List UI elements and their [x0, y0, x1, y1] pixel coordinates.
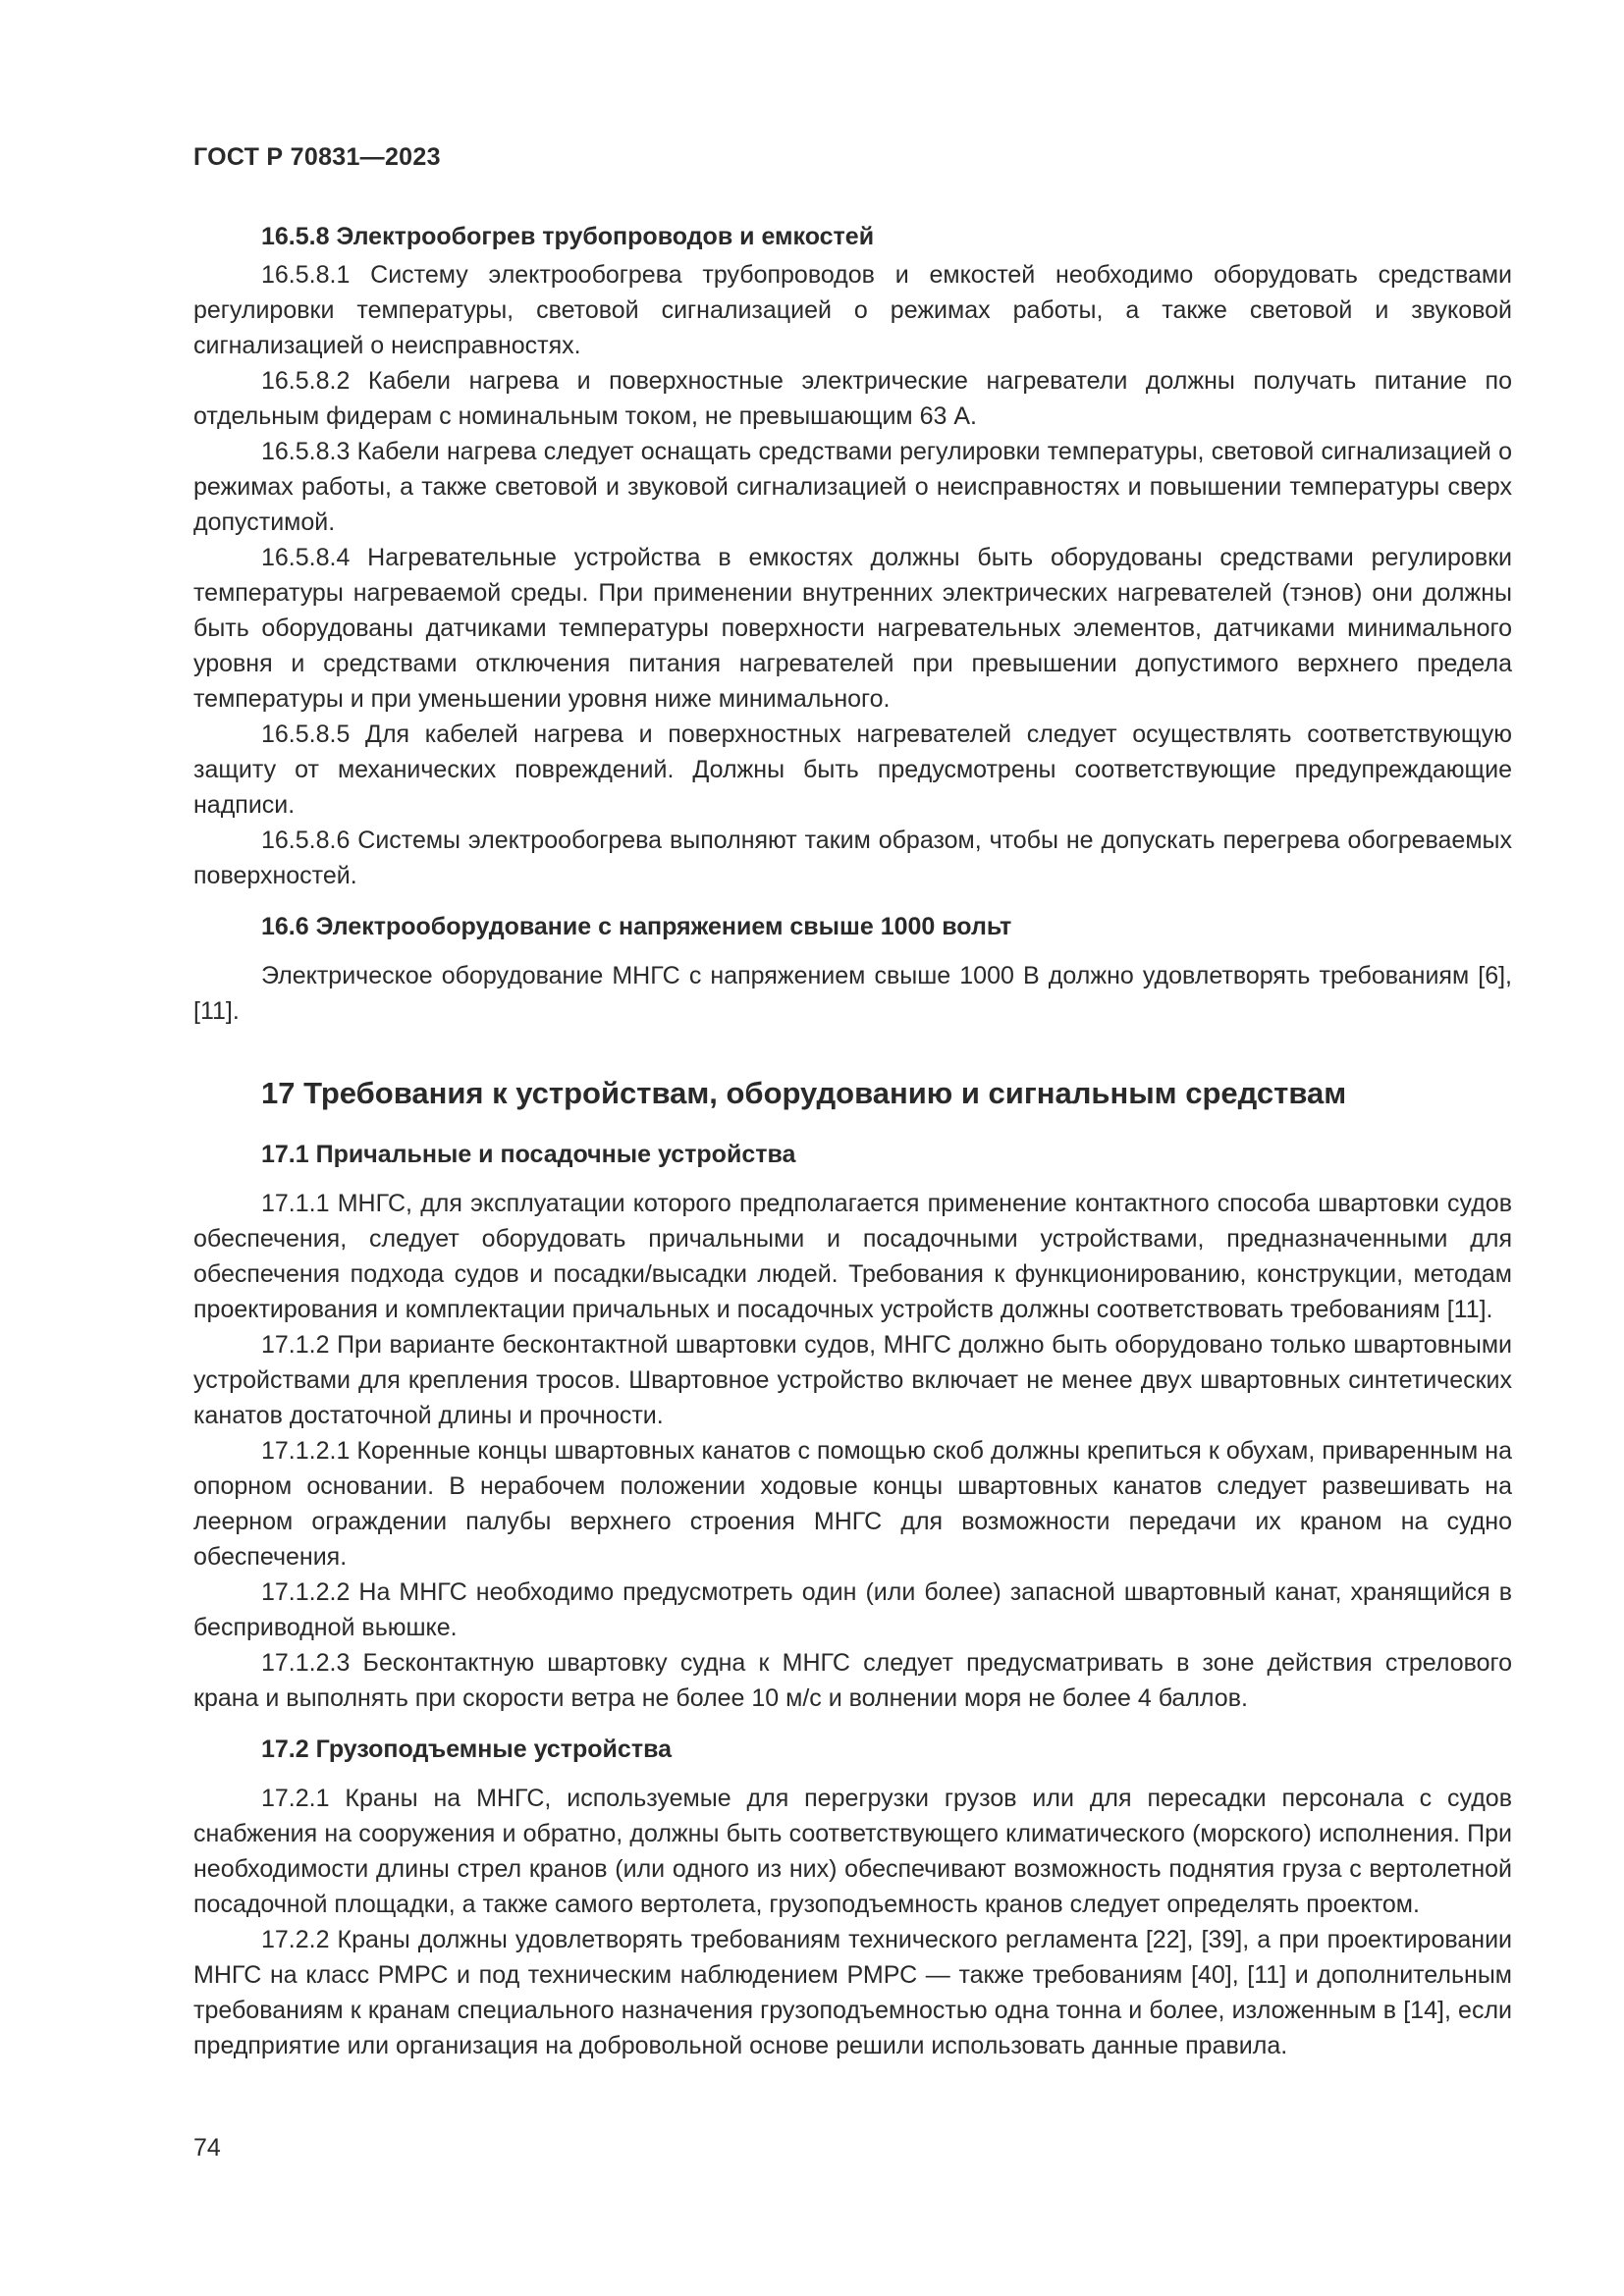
paragraph: 16.5.8.2 Кабели нагрева и поверхностные электрические нагреватели должны получать питание по отдельным фидерам с номинальным током, не превышающим 63 А. — [193, 367, 1512, 430]
paragraph: 17.2.2 Краны должны удовлетворять требованиям технического регламента [22], [39], а при проектировании МНГС на класс РМРС и под техническим наблюдением РМРС — также требованиям [40], [11] и дополнительным требованиям к кранам специального назначения грузоподъемностью одна тонна и более, изложенным в [14], если предприятие или организация на добровольной основе решили использовать данные правила. — [193, 1926, 1512, 2059]
paragraph: 16.5.8.3 Кабели нагрева следует оснащать средствами регулировки температуры, световой сигнализацией о режимах работы, а также световой и звуковой сигнализацией о неисправностях и повышении температуры сверх допустимой. — [193, 438, 1512, 536]
section-heading-16-5-8: 16.5.8 Электрообогрев трубопроводов и емкостей — [261, 223, 875, 250]
page-number: 74 — [193, 2134, 221, 2162]
document-id: ГОСТ Р 70831—2023 — [193, 143, 441, 171]
paragraph: 17.1.2 При варианте бесконтактной швартовки судов, МНГС должно быть оборудовано только швартовными устройствами для крепления тросов. Швартовное устройство включает не менее двух швартовных синтетических канатов достаточной длины и прочности. — [193, 1331, 1512, 1429]
section-heading-17-2: 17.2 Грузоподъемные устройства — [261, 1735, 673, 1763]
paragraph: 17.1.2.3 Бесконтактную швартовку судна к МНГС следует предусматривать в зоне действия стрелового крана и выполнять при скорости ветра не более 10 м/с и волнении моря не более 4 баллов. — [193, 1649, 1512, 1712]
paragraph: 16.5.8.1 Систему электрообогрева трубопроводов и емкостей необходимо оборудовать средствами регулировки температуры, световой сигнализацией о режимах работы, а также световой и звуковой сигнализацией о неисправностях. — [193, 261, 1512, 359]
paragraph: 16.5.8.6 Системы электрообогрева выполняют таким образом, чтобы не допускать перегрева обогреваемых поверхностей. — [193, 827, 1512, 889]
paragraph: 16.5.8.4 Нагревательные устройства в емкостях должны быть оборудованы средствами регулировки температуры нагреваемой среды. При применении внутренних электрических нагревателей (тэнов) они должны быть оборудованы датчиками температуры поверхности нагревательных элементов, датчиками минимального уровня и средствами отключения питания нагревателей при превышении допустимого верхнего предела температуры и при уменьшении уровня ниже минимального. — [193, 544, 1512, 713]
document-page — [193, 143, 1512, 2063]
chapter-heading-17: 17 Требования к устройствам, оборудованию и сигнальным средствам — [261, 1076, 1347, 1110]
section-heading-17-1: 17.1 Причальные и посадочные устройства — [261, 1141, 796, 1168]
paragraph: 17.1.1 МНГС, для эксплуатации которого предполагается применение контактного способа швартовки судов обеспечения, следует оборудовать причальными и посадочными устройствами, предназначенными для обеспечения подхода судов и посадки/высадки людей. Требования к функционированию, конструкции, методам проектирования и комплектации причальных и посадочных устройств должны соответствовать требованиям [11]. — [193, 1190, 1512, 1323]
paragraph: Электрическое оборудование МНГС с напряжением свыше 1000 В должно удовлетворять требованиям [6], [11]. — [193, 962, 1512, 1025]
paragraph: 17.2.1 Краны на МНГС, используемые для перегрузки грузов или для пересадки персонала с судов снабжения на сооружения и обратно, должны быть соответствующего климатического (морского) исполнения. При необходимости длины стрел кранов (или одного из них) обеспечивают возможность поднятия груза с вертолетной посадочной площадки, а также самого вертолета, грузоподъемность кранов следует определять проектом. — [193, 1785, 1512, 1918]
section-heading-16-6: 16.6 Электрооборудование с напряжением свыше 1000 вольт — [261, 913, 1012, 940]
paragraph: 17.1.2.1 Коренные концы швартовных канатов с помощью скоб должны крепиться к обухам, приваренным на опорном основании. В нерабочем положении ходовые концы швартовных канатов следует развешивать на леерном ограждении палубы верхнего строения МНГС для возможности передачи их краном на судно обеспечения. — [193, 1437, 1512, 1571]
paragraph: 16.5.8.5 Для кабелей нагрева и поверхностных нагревателей следует осуществлять соответствующую защиту от механических повреждений. Должны быть предусмотрены соответствующие предупреждающие надписи. — [193, 721, 1512, 819]
paragraph: 17.1.2.2 На МНГС необходимо предусмотреть один (или более) запасной швартовный канат, хранящийся в бесприводной вьюшке. — [193, 1578, 1512, 1641]
